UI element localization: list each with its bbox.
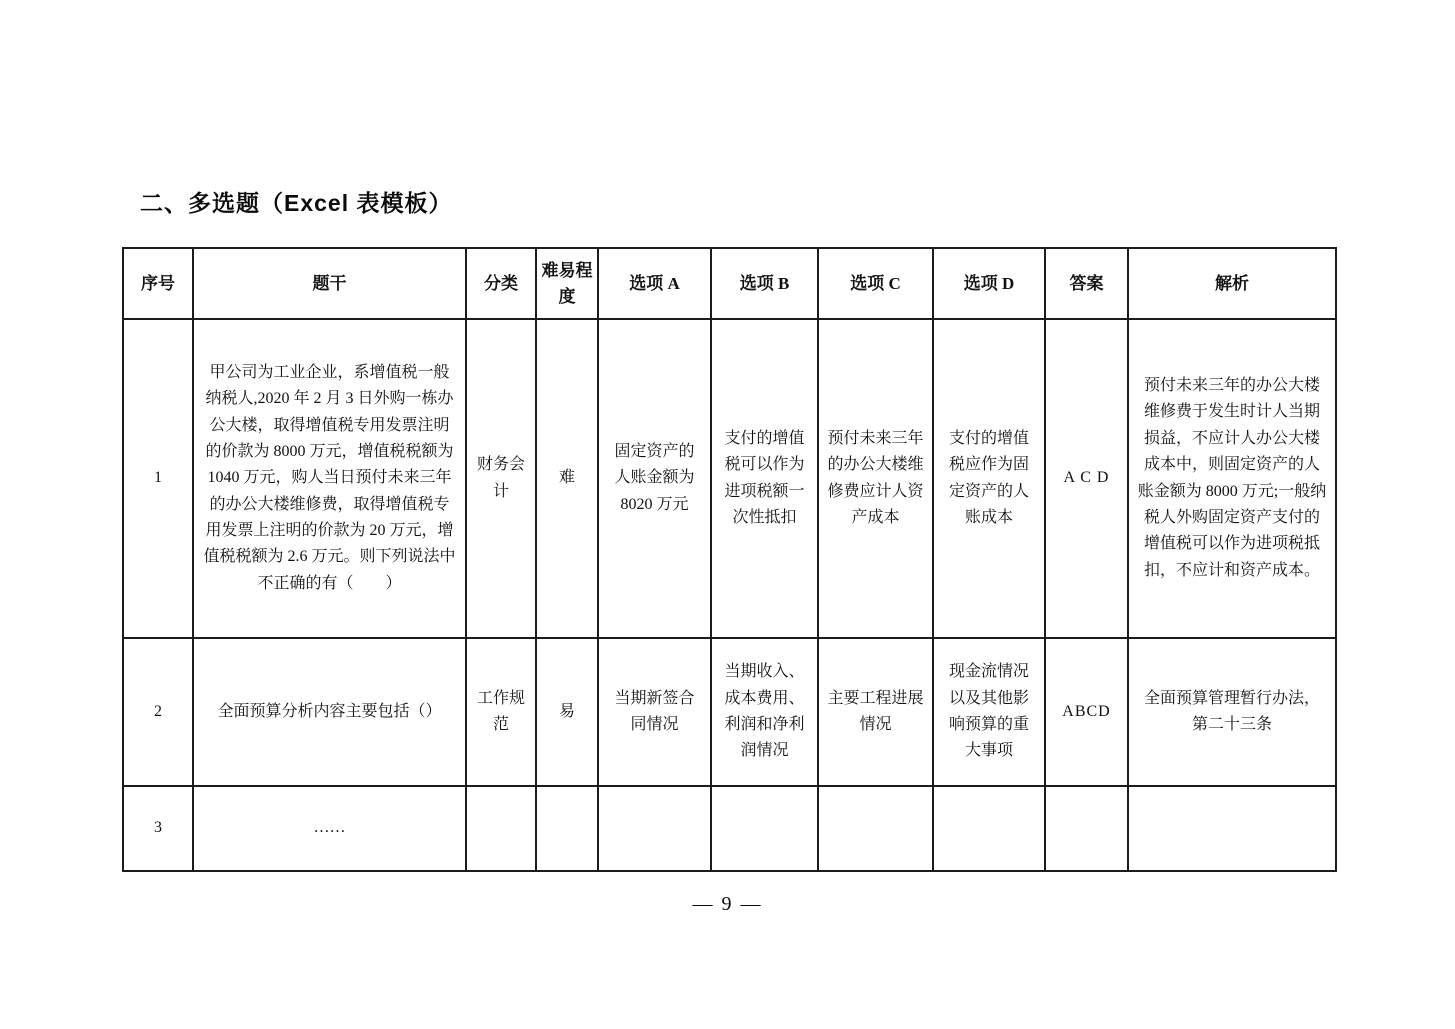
cell-category: 工作规范 [466,638,536,786]
header-difficulty: 难易程度 [536,248,598,319]
cell-answer [1045,786,1128,871]
cell-seq: 1 [123,319,193,638]
cell-analysis: 全面预算管理暂行办法，第二十三条 [1128,638,1336,786]
question-table [122,247,1337,872]
cell-option-d: 支付的增值税应作为固定资产的人账成本 [933,319,1045,638]
cell-option-c: 预付未来三年的办公大楼维修费应计人资产成本 [818,319,933,638]
cell-option-b: 支付的增值税可以作为进项税额一次性抵扣 [711,319,818,638]
header-option-b: 选项 B [711,248,818,319]
cell-seq: 3 [123,786,193,871]
cell-option-d: 现金流情况以及其他影响预算的重大事项 [933,638,1045,786]
cell-option-a [598,786,711,871]
header-option-c: 选项 C [818,248,933,319]
cell-seq: 2 [123,638,193,786]
table-row [123,638,1336,786]
cell-analysis: 预付未来三年的办公大楼维修费于发生时计人当期损益，不应计人办公大楼成本中，则固定资产的人账金额为 8000 万元;一般纳税人外购固定资产支付的增值税可以作为进项税抵扣，不应计和资产成本。 [1128,319,1336,638]
table-row [123,319,1336,638]
page-title: 二、多选题（Excel 表模板） [140,190,453,216]
header-option-a: 选项 A [598,248,711,319]
cell-question: …… [193,786,466,871]
header-option-d: 选项 D [933,248,1045,319]
cell-difficulty: 难 [536,319,598,638]
cell-analysis [1128,786,1336,871]
cell-question: 甲公司为工业企业，系增值税一般纳税人,2020 年 2 月 3 日外购一栋办公大楼，取得增值税专用发票注明的价款为 8000 万元，增值税税额为 1040 万元，购人当日预付未来三年的办公大楼维修费，取得增值税专用发票上注明的价款为 20 万元，增值税税额为 2.6 万元。则下列说法中不正确的有（ ） [193,319,466,638]
cell-option-a: 当期新签合同情况 [598,638,711,786]
header-category: 分类 [466,248,536,319]
header-answer: 答案 [1045,248,1128,319]
header-seq: 序号 [123,248,193,319]
table-row [123,786,1336,871]
cell-difficulty [536,786,598,871]
cell-option-c: 主要工程进展情况 [818,638,933,786]
cell-answer: ABCD [1045,638,1128,786]
cell-question: 全面预算分析内容主要包括（） [193,638,466,786]
cell-answer: A C D [1045,319,1128,638]
page-number: — 9 — [692,893,763,915]
cell-option-d [933,786,1045,871]
cell-category: 财务会计 [466,319,536,638]
cell-option-b: 当期收入、成本费用、利润和净利润情况 [711,638,818,786]
table-header-row [123,248,1336,319]
header-analysis: 解析 [1128,248,1336,319]
cell-option-a: 固定资产的人账金额为 8020 万元 [598,319,711,638]
cell-category [466,786,536,871]
cell-difficulty: 易 [536,638,598,786]
cell-option-c [818,786,933,871]
header-question: 题干 [193,248,466,319]
cell-option-b [711,786,818,871]
